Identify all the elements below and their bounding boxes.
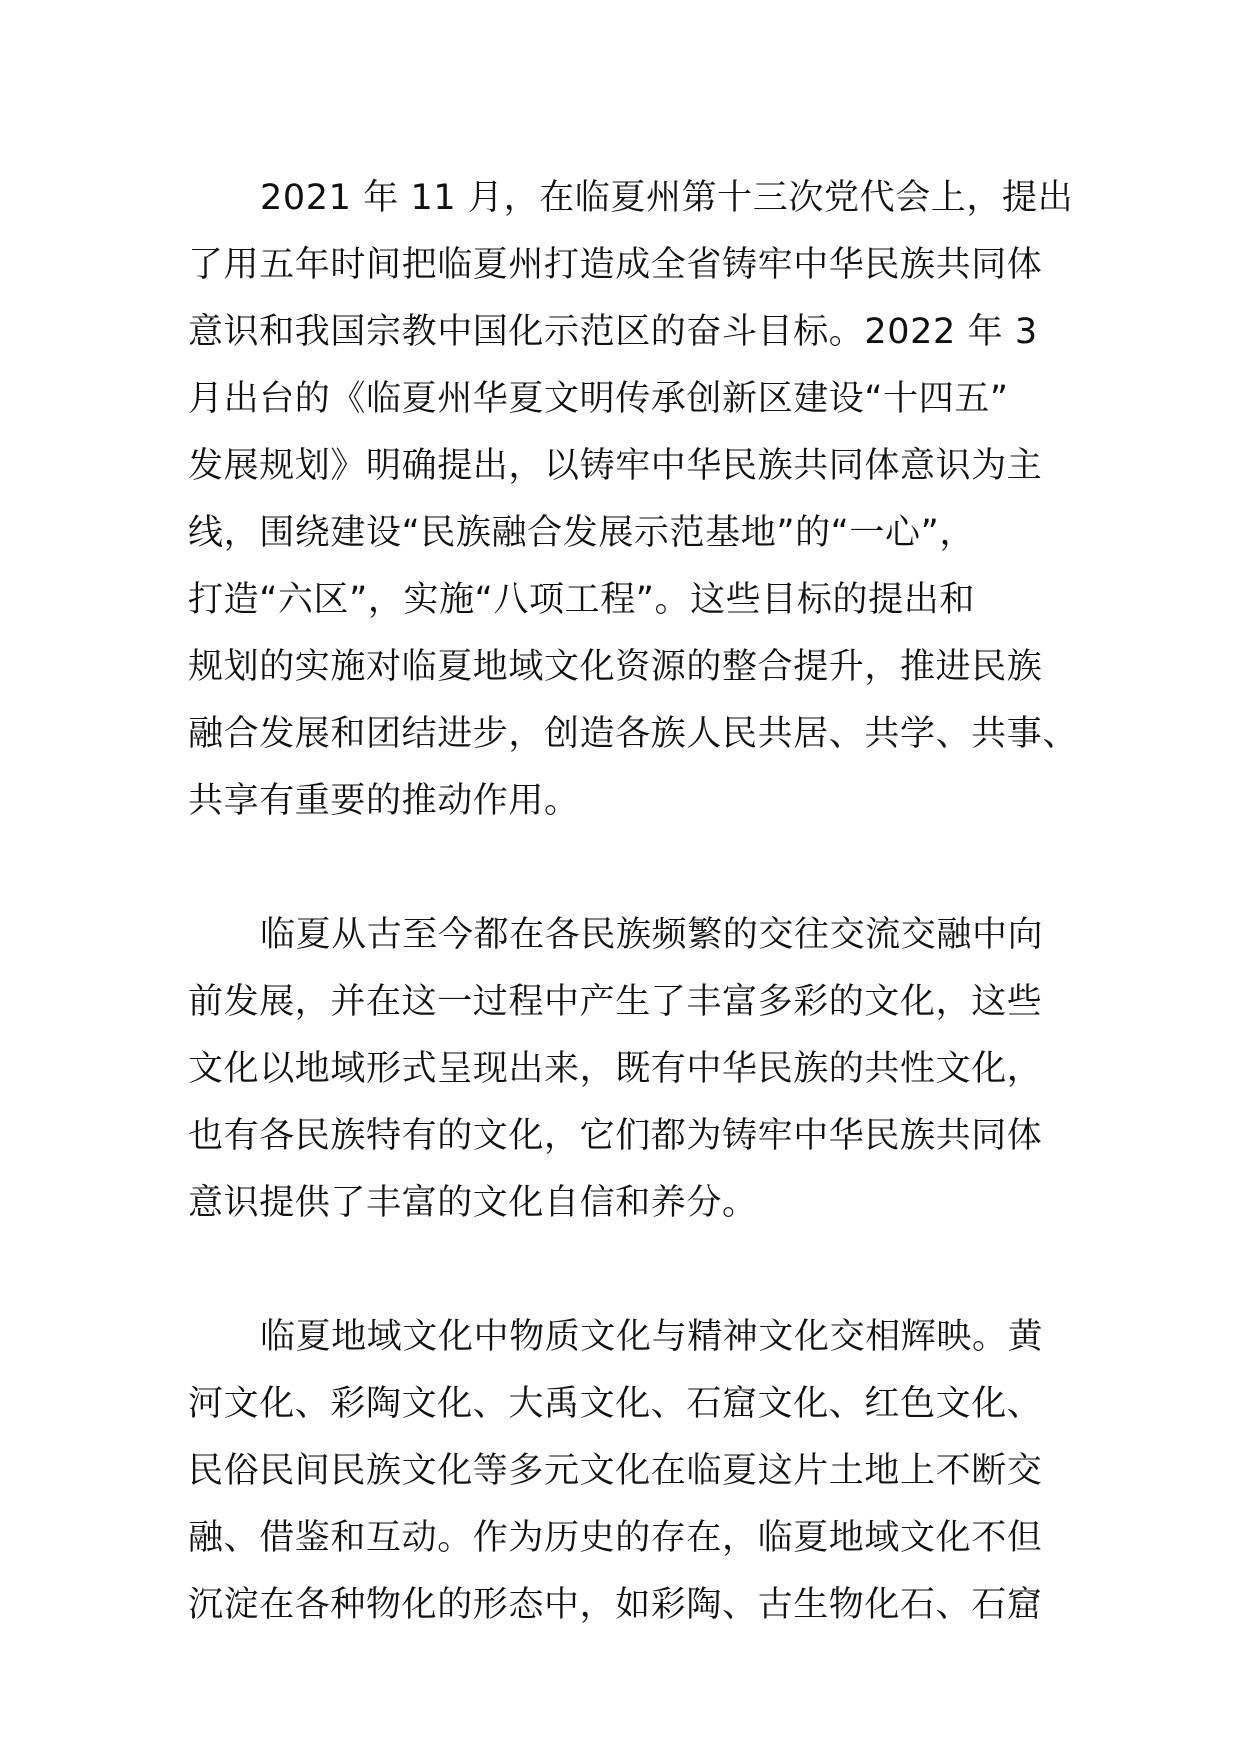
text-line: 沉淀在各种物化的形态中，如彩陶、古生物化石、石窟	[188, 1585, 1043, 1625]
text-line: 河文化、彩陶文化、大禹文化、石窟文化、红色文化、	[188, 1384, 1043, 1424]
text-line: 了用五年时间把临夏州打造成全省铸牢中华民族共同体	[188, 245, 1043, 285]
text-line: 融、借鉴和互动。作为历史的存在，临夏地域文化不但	[188, 1518, 1043, 1558]
text-line: 融合发展和团结进步，创造各族人民共居、共学、共事、	[188, 714, 1079, 754]
paragraph-spacer	[188, 835, 1068, 902]
text-line: 打造“六区”，实施“八项工程”。这些目标的提出和	[188, 580, 975, 620]
text-line: 2021 年 11 月，在临夏州第十三次党代会上，提出	[260, 178, 1074, 218]
paragraph-2	[188, 902, 1068, 1237]
paragraph-3	[188, 1304, 1068, 1639]
text-line: 线，围绕建设“民族融合发展示范基地”的“一心”，	[188, 513, 975, 553]
document-page	[188, 165, 1079, 1639]
paragraph-spacer	[188, 1237, 1068, 1304]
text-line: 前发展，并在这一过程中产生了丰富多彩的文化，这些	[188, 982, 1043, 1022]
text-line: 月出台的《临夏州华夏文明传承创新区建设“十四五”	[188, 379, 1009, 419]
text-line: 临夏地域文化中物质文化与精神文化交相辉映。黄	[260, 1317, 1044, 1357]
text-line: 文化以地域形式呈现出来，既有中华民族的共性文化，	[188, 1049, 1043, 1089]
text-line: 共享有重要的推动作用。	[188, 781, 580, 821]
text-line: 意识和我国宗教中国化示范区的奋斗目标。2022 年 3	[188, 312, 1038, 352]
text-line: 发展规划》明确提出，以铸牢中华民族共同体意识为主	[188, 446, 1043, 486]
paragraph-1	[188, 165, 1079, 835]
text-line: 也有各民族特有的文化，它们都为铸牢中华民族共同体	[188, 1116, 1043, 1156]
text-line: 临夏从古至今都在各民族频繁的交往交流交融中向	[260, 915, 1044, 955]
text-line: 规划的实施对临夏地域文化资源的整合提升，推进民族	[188, 647, 1043, 687]
text-line: 民俗民间民族文化等多元文化在临夏这片土地上不断交	[188, 1451, 1043, 1491]
text-line: 意识提供了丰富的文化自信和养分。	[188, 1183, 758, 1223]
